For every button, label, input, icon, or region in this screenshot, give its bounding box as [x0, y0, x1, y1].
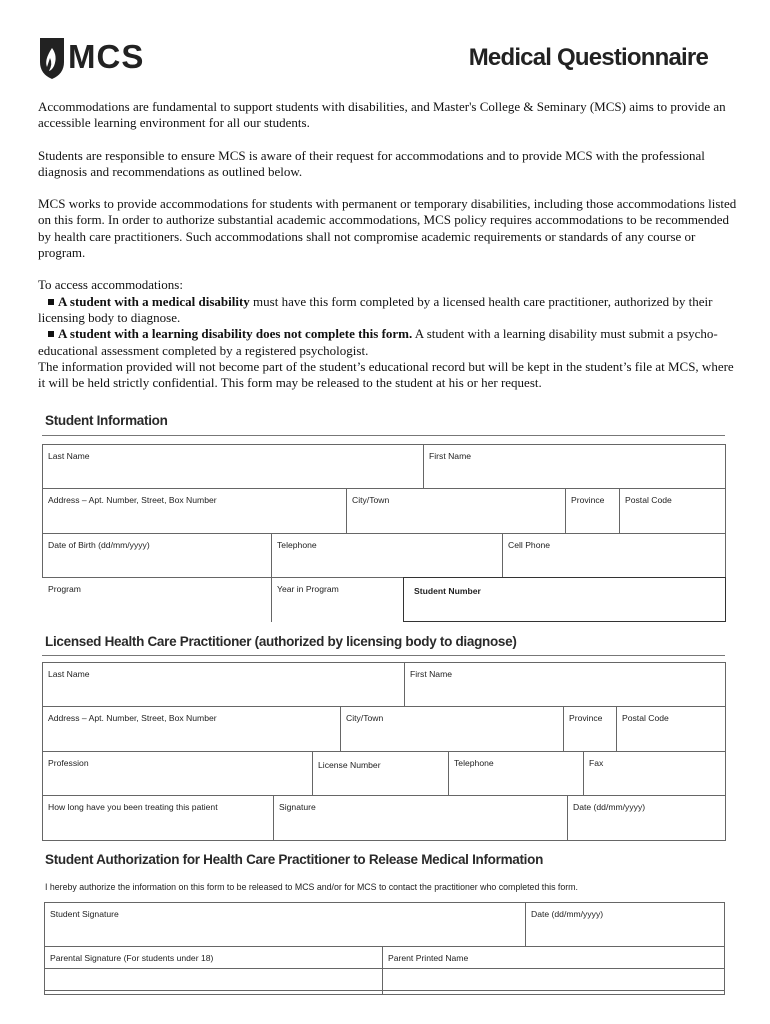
field-label: Cell Phone: [508, 540, 551, 550]
bullet-2-rest: A student with a learning disability must submit a psycho-educational assessment completed by a registered psychologist.: [38, 326, 718, 358]
field-label: First Name: [410, 669, 453, 679]
practitioner-province-field[interactable]: [563, 706, 616, 751]
bullet-medical-disability: [38, 294, 738, 327]
field-label: City/Town: [346, 713, 384, 723]
practitioner-heading: Licensed Health Care Practitioner (authorized by licensing body to diagnose): [45, 634, 517, 649]
student-province-field[interactable]: [565, 488, 619, 533]
student-info-grid: [42, 444, 726, 622]
parent-printed-name-field[interactable]: [382, 946, 724, 990]
student-program-field[interactable]: [42, 577, 271, 621]
mcs-logo: [38, 36, 148, 82]
bullet-icon: [48, 299, 54, 305]
student-postal-code-field[interactable]: [619, 488, 725, 533]
practitioner-postal-code-field[interactable]: [616, 706, 725, 751]
practitioner-last-name-field[interactable]: [42, 662, 404, 706]
authorization-date-field[interactable]: [525, 902, 724, 946]
field-label: Date (dd/mm/yyyy): [573, 802, 646, 812]
intro-paragraph-5: The information provided will not become part of the student’s educational record but will be kept in the student’s file at MCS, where it will be held strictly confidential. This form may be released to the student at his or her request.: [38, 358, 734, 391]
practitioner-first-name-field[interactable]: [404, 662, 725, 706]
student-first-name-field[interactable]: [423, 444, 725, 488]
authorization-statement: I hereby authorize the information on this form to be released to MCS and/or for MCS to contact the practitioner who completed this form.: [45, 882, 578, 892]
logo-text: MCS: [68, 38, 145, 75]
bullet-1-rest: must have this form completed by a licensed health care practitioner, authorized by their licensing body to diagnose.: [38, 293, 713, 325]
intro-paragraph-1: Accommodations are fundamental to support students with disabilities, and Master's College & Seminary (MCS) aims to provide an accessible learning environment for all our students.: [38, 99, 726, 131]
intro-text: [38, 99, 738, 391]
student-info-heading: Student Information: [45, 413, 168, 428]
practitioner-grid: [42, 662, 726, 841]
field-label: Province: [571, 495, 605, 505]
section-rule: [42, 655, 725, 656]
field-label: Date (dd/mm/yyyy): [531, 909, 604, 919]
field-label: Profession: [48, 758, 89, 768]
intro-paragraph-4: To access accommodations:: [38, 277, 183, 293]
student-number-field[interactable]: [403, 577, 726, 622]
practitioner-treatment-duration-field[interactable]: [42, 795, 273, 840]
student-telephone-field[interactable]: [271, 533, 502, 577]
bullet-1-bold: A student with a medical disability: [58, 293, 250, 309]
field-label: Postal Code: [625, 495, 672, 505]
field-label: Fax: [589, 758, 604, 768]
field-label: Last Name: [48, 669, 90, 679]
student-cell-phone-field[interactable]: [502, 533, 725, 577]
intro-paragraph-2: Students are responsible to ensure MCS is aware of their request for accommodations and to provide MCS with the professional diagnosis and recommendations as outlined below.: [38, 147, 705, 179]
student-last-name-field[interactable]: [42, 444, 423, 488]
field-label: Parent Printed Name: [388, 953, 469, 963]
authorization-grid: [44, 902, 725, 995]
practitioner-address-field[interactable]: [42, 706, 340, 751]
field-label: Student Number: [414, 586, 481, 596]
bullet-icon: [48, 331, 54, 337]
authorization-heading: Student Authorization for Health Care Practitioner to Release Medical Information: [45, 852, 544, 867]
shield-flame-icon: [38, 36, 66, 80]
student-signature-field[interactable]: [44, 902, 525, 946]
bullet-2-bold: A student with a learning disability does not complete this form.: [58, 326, 413, 342]
field-label: Signature: [279, 802, 316, 812]
student-address-field[interactable]: [42, 488, 346, 533]
student-city-field[interactable]: [346, 488, 565, 533]
field-label: Province: [569, 713, 603, 723]
field-label: Address – Apt. Number, Street, Box Number: [48, 713, 217, 723]
field-label: City/Town: [352, 495, 390, 505]
page-title: Medical Questionnaire: [468, 44, 708, 71]
bullet-learning-disability: [38, 326, 738, 359]
field-label: Telephone: [277, 540, 317, 550]
practitioner-fax-field[interactable]: [583, 751, 725, 795]
practitioner-profession-field[interactable]: [42, 751, 312, 795]
field-label: How long have you been treating this patient: [48, 802, 218, 812]
section-rule: [42, 435, 725, 436]
field-label: License Number: [318, 760, 381, 770]
practitioner-license-number-field[interactable]: [312, 751, 448, 795]
field-label: Program: [48, 584, 81, 594]
student-year-in-program-field[interactable]: [271, 577, 403, 621]
student-dob-field[interactable]: [42, 533, 271, 577]
practitioner-telephone-field[interactable]: [448, 751, 583, 795]
field-label: Student Signature: [50, 909, 119, 919]
field-label: First Name: [429, 451, 472, 461]
field-label: Postal Code: [622, 713, 669, 723]
field-label: Parental Signature (For students under 18): [50, 953, 214, 963]
field-label: Last Name: [48, 451, 90, 461]
field-label: Date of Birth (dd/mm/yyyy): [48, 540, 150, 550]
practitioner-signature-field[interactable]: [273, 795, 567, 840]
parental-signature-field[interactable]: [44, 946, 382, 990]
field-label: Year in Program: [277, 584, 339, 594]
practitioner-date-field[interactable]: [567, 795, 725, 840]
practitioner-city-field[interactable]: [340, 706, 563, 751]
intro-paragraph-3: MCS works to provide accommodations for students with permanent or temporary disabilities, including those accommodations listed on this form. In order to authorize substantial academic accommodations, MCS policy requires accommodations to be recommended by health care practitioners. Such accommodations shall not compromise academic requirements or standards of any course or program.: [38, 196, 737, 261]
field-label: Telephone: [454, 758, 494, 768]
field-label: Address – Apt. Number, Street, Box Number: [48, 495, 217, 505]
